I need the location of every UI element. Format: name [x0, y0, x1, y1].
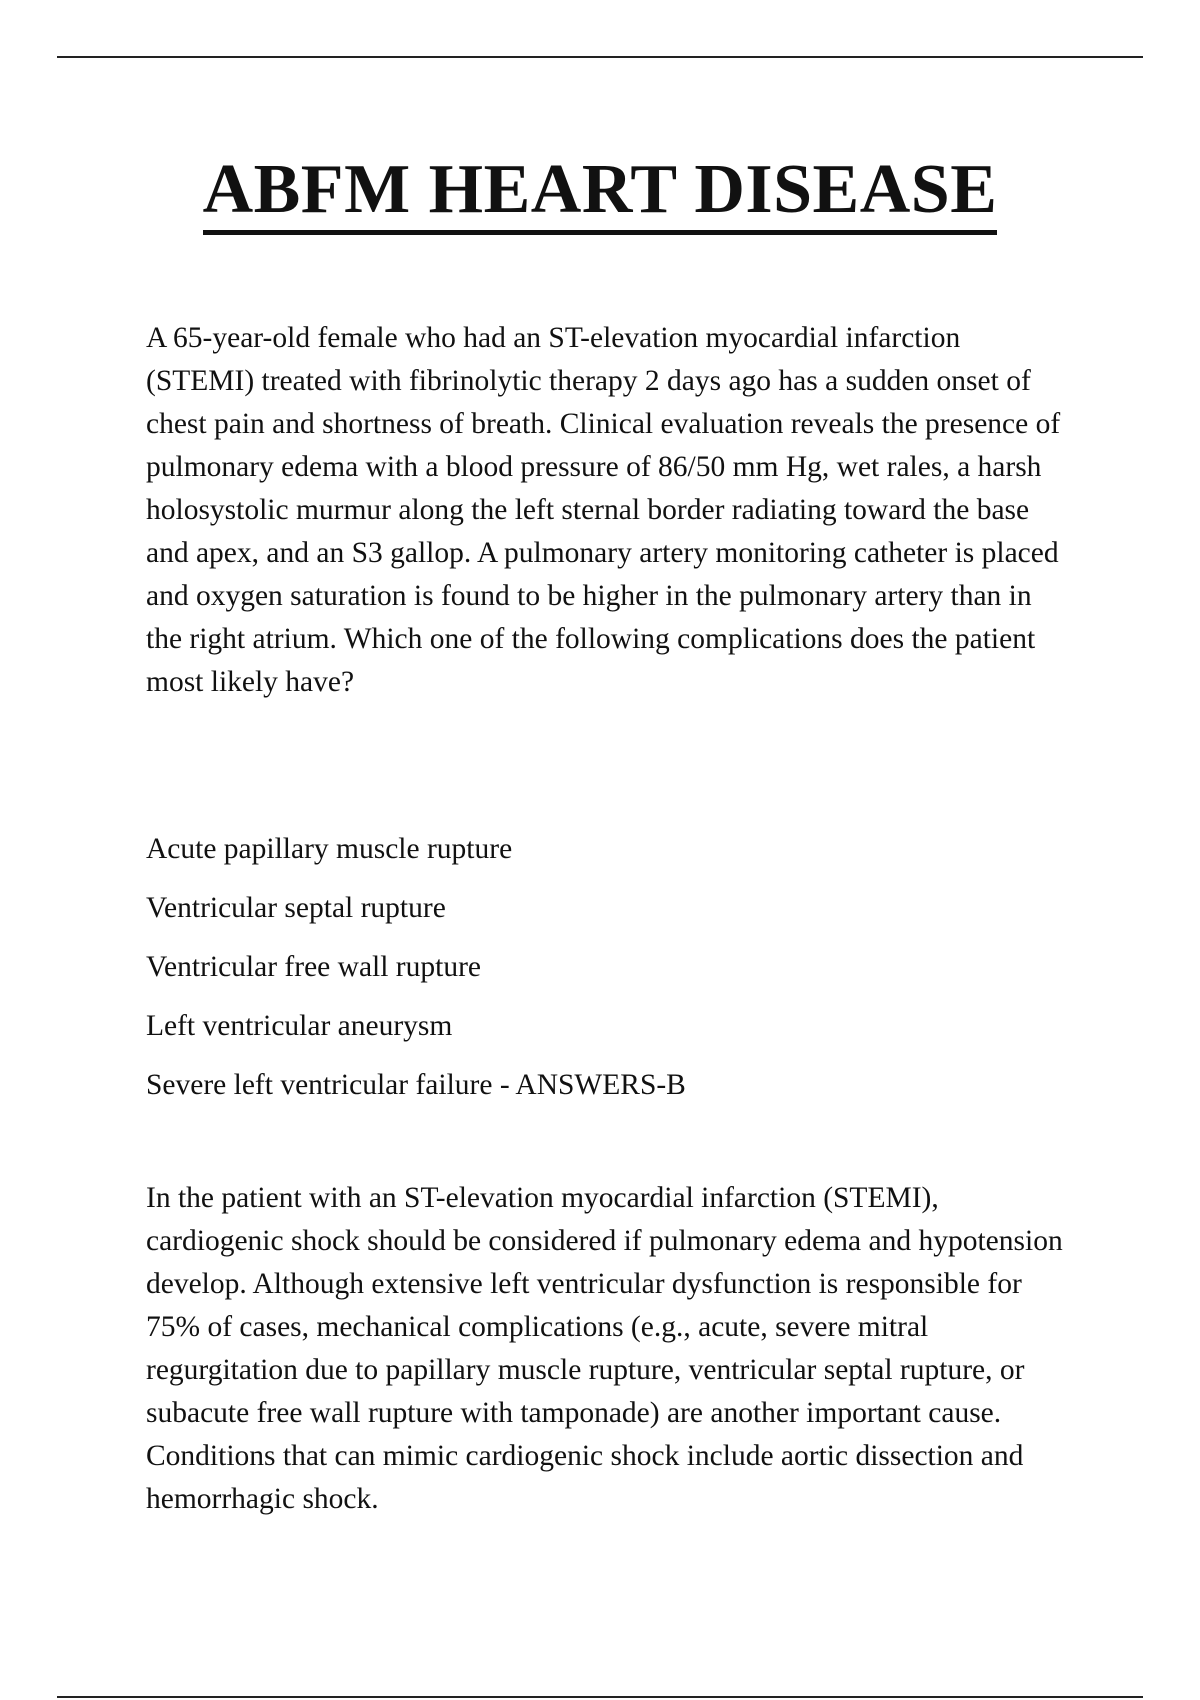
answer-options [146, 820, 1066, 1115]
question-text: A 65-year-old female who had an ST-elevation myocardial infarction (STEMI) treated with fibrinolytic therapy 2 days ago has a sudden onset of chest pain and shortness of breath. Clinical evaluation reveals the presence of pulmonary edema with a blood pressure of 86/50 mm Hg, wet rales, a harsh holosystolic murmur along the left sternal border radiating toward the base and apex, and an S3 gallop. A pulmonary artery monitoring catheter is placed and oxygen saturation is found to be higher in the pulmonary artery than in the right atrium. Which one of the following complications does the patient most likely have? [146, 322, 1061, 698]
option-a: Acute papillary muscle rupture [146, 833, 513, 865]
option-d: Left ventricular aneurysm [146, 1010, 453, 1042]
explanation-text: In the patient with an ST-elevation myocardial infarction (STEMI), cardiogenic shock should be considered if pulmonary edema and hypotension develop. Although extensive left ventricular dysfunction is responsible for 75% of cases, mechanical complications (e.g., acute, severe mitral regurgitation due to papillary muscle rupture, ventricular septal rupture, or subacute free wall rupture with tamponade) are another important cause. Conditions that can mimic cardiogenic shock include aortic dissection and hemorrhagic shock. [146, 1182, 1063, 1515]
bottom-divider [57, 1696, 1143, 1698]
top-divider [57, 56, 1143, 58]
option-c: Ventricular free wall rupture [146, 951, 481, 983]
option-b: Ventricular septal rupture [146, 892, 446, 924]
option-e: Severe left ventricular failure - ANSWERS-B [146, 1069, 686, 1101]
page-title-text: ABFM HEART DISEASE [203, 150, 998, 235]
page-title [0, 150, 1200, 235]
